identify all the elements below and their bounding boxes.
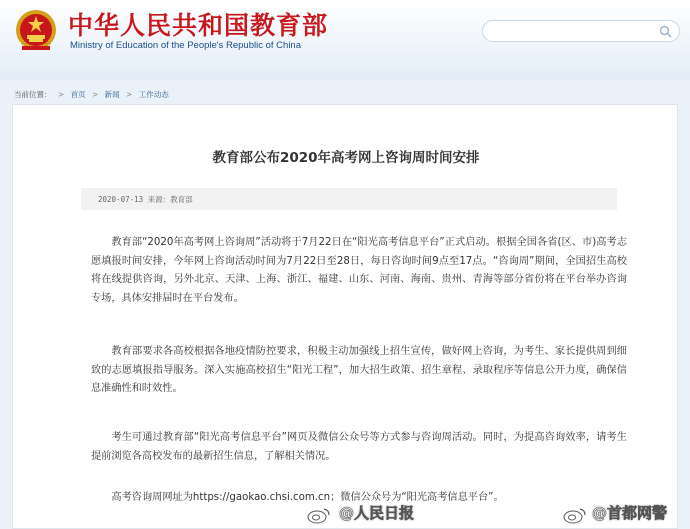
- article-title: 教育部公布2020年高考网上咨询周时间安排: [212, 150, 480, 166]
- article-paragraph: 教育部“2020年高考网上咨询周”活动将于7月22日在“阳光高考信息平台”正式启动。根据全国各省(区、市)高考志愿填报时间安排，今年网上咨询活动时间为7月22日至28日，每日咨询时间9点至17点。“咨询周”期间，全国招生高校将在线提供咨询，另外北京、天津、上海、浙江、福建、山东、河南、海南、贵州、青海等部分省份将在平台举办咨询专场，具体安排届时在平台发布。: [91, 237, 627, 304]
- article-meta: 2020-07-13 来源：教育部: [98, 195, 193, 204]
- site-title[interactable]: 中华人民共和国教育部: [68, 11, 329, 40]
- breadcrumb-news[interactable]: 新闻: [104, 90, 120, 99]
- site-subtitle: Ministry of Education of the People's Republic of China: [70, 40, 301, 51]
- article-container: [12, 104, 678, 529]
- breadcrumb-work-updates[interactable]: 工作动态: [138, 90, 169, 99]
- search-input[interactable]: [493, 24, 643, 38]
- breadcrumb-separator: >: [91, 90, 99, 99]
- search-icon[interactable]: [659, 25, 672, 38]
- site-header: [0, 0, 690, 80]
- watermark-right: @首都网警: [592, 504, 668, 522]
- weibo-icon: [306, 506, 332, 524]
- breadcrumb-separator: >: [57, 90, 65, 99]
- article-paragraph: 考生可通过教育部“阳光高考信息平台”网页及微信公众号等方式参与咨询周活动。同时，为提高咨询效率，请考生提前浏览各高校发布的最新招生信息，了解相关情况。: [91, 432, 627, 462]
- article-meta-bar: [81, 188, 617, 210]
- national-emblem-icon[interactable]: [14, 8, 58, 54]
- breadcrumb: [14, 89, 173, 101]
- breadcrumb-home[interactable]: 首页: [70, 90, 86, 99]
- breadcrumb-prefix: 当前位置：: [14, 90, 52, 99]
- watermark: [300, 502, 690, 529]
- breadcrumb-separator: >: [126, 90, 133, 99]
- watermark-left: @人民日报: [339, 504, 415, 522]
- search-box[interactable]: [482, 20, 680, 42]
- article-paragraph: 高考咨询周网址为https://gaokao.chsi.com.cn；微信公众号为“阳光高考信息平台”。: [111, 492, 504, 503]
- weibo-icon: [562, 506, 588, 524]
- article-paragraph: 教育部要求各高校根据各地疫情防控要求，积极主动加强线上招生宣传，做好网上咨询，为考生、家长提供周到细致的志愿填报指导服务。深入实施高校招生“阳光工程”，加大招生政策、招生章程、录取程序等信息公开力度，确保信息准确性和时效性。: [91, 346, 627, 394]
